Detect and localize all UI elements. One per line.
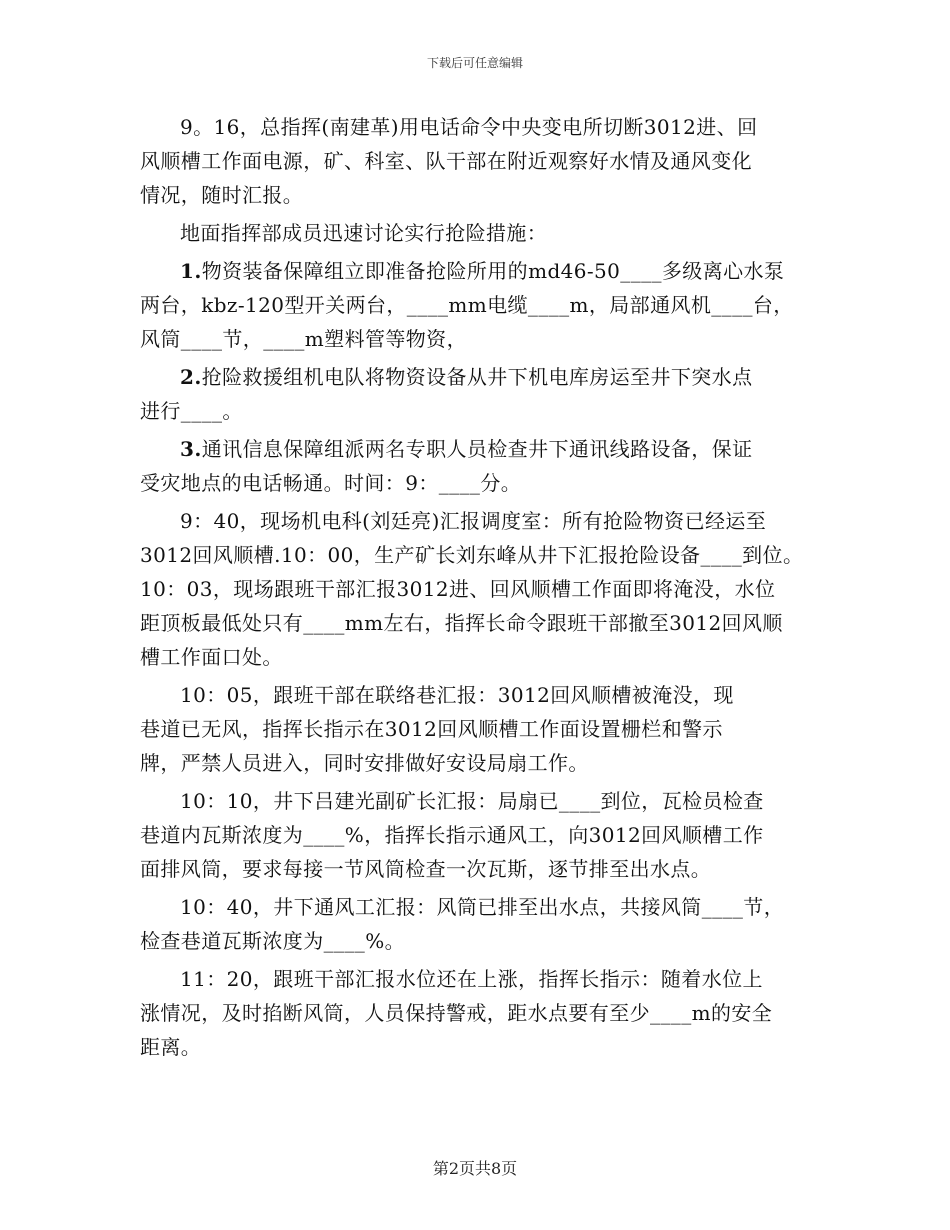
text-line: 10：03，现场跟班干部汇报3012进、回风顺槽工作面即将淹没，水位 <box>140 577 776 601</box>
text-line: 受灾地点的电话畅通。时间：9：____分。 <box>140 471 522 495</box>
document-body <box>140 110 830 1064</box>
text-line: 9：40，现场机电科(刘廷亮)汇报调度室：所有抢险物资已经运至 <box>180 509 767 533</box>
text-line: 3012回风顺槽.10：00，生产矿长刘东峰从井下汇报抢险设备____到位。 <box>140 543 804 567</box>
text-line: 牌，严禁人员进入，同时安排做好安设局扇工作。 <box>140 751 589 775</box>
text-line: 检查巷道瓦斯浓度为____%。 <box>140 929 406 953</box>
text-line: 涨情况，及时掐断风筒，人员保持警戒，距水点要有至少____m的安全 <box>140 1001 773 1025</box>
text-line: 面排风筒，要求每接一节风筒检查一次瓦斯，逐节排至出水点。 <box>140 857 712 881</box>
text-line: 2.抢险救援组机电队将物资设备从井下机电库房运至井下突水点 <box>180 365 753 389</box>
text-line: 10：10，井下吕建光副矿长汇报：局扇已____到位，瓦检员检查 <box>180 789 764 813</box>
page-header-note: 下载后可任意编辑 <box>426 56 523 70</box>
text-line: 两台，kbz-120型开关两台，____mm电缆____m，局部通风机____台， <box>140 293 794 317</box>
text-line: 地面指挥部成员迅速讨论实行抢险措施： <box>180 221 548 245</box>
page-footer-number: 第2页共8页 <box>432 1159 518 1178</box>
text-line: 3.通讯信息保障组派两名专职人员检查井下通讯线路设备，保证 <box>180 437 753 461</box>
text-line: 槽工作面口处。 <box>140 645 283 669</box>
list-number: 1. <box>180 259 202 283</box>
text-line: 10：40，井下通风工汇报：风筒已排至出水点，共接风筒____节， <box>180 895 785 919</box>
list-number: 2. <box>180 365 202 389</box>
text-line: 风筒____节，____m塑料管等物资， <box>140 327 467 351</box>
text-line: 情况，随时汇报。 <box>140 183 304 207</box>
text-line: 9。16，总指挥(南建革)用电话命令中央变电所切断3012进、回 <box>180 115 758 139</box>
text-line: 巷道内瓦斯浓度为____%，指挥长指示通风工，向3012回风顺槽工作 <box>140 823 764 847</box>
list-number: 3. <box>180 437 202 461</box>
text-line: 风顺槽工作面电源，矿、科室、队干部在附近观察好水情及通风变化 <box>140 149 752 173</box>
text-line: 巷道已无风，指挥长指示在3012回风顺槽工作面设置栅栏和警示 <box>140 717 723 741</box>
text-line: 距离。 <box>140 1035 202 1059</box>
text-line: 进行____。 <box>140 399 243 423</box>
text-line: 10：05，跟班干部在联络巷汇报：3012回风顺槽被淹没，现 <box>180 683 734 707</box>
text-line: 11：20，跟班干部汇报水位还在上涨，指挥长指示：随着水位上 <box>180 967 763 991</box>
text-line: 距顶板最低处只有____mm左右，指挥长命令跟班干部撤至3012回风顺 <box>140 611 783 635</box>
text-line: 1.物资装备保障组立即准备抢险所用的md46-50____多级离心水泵 <box>180 259 785 283</box>
